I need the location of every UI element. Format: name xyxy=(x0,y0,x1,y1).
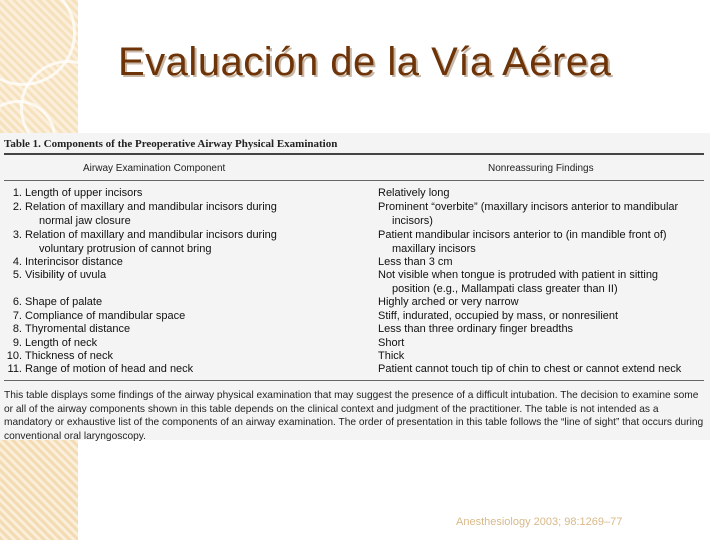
component-line: Length of upper incisors xyxy=(25,187,143,199)
component-line: voluntary protrusion of cannot bring xyxy=(39,242,212,255)
component-line: Shape of palate xyxy=(25,296,103,308)
finding-line: incisors) xyxy=(392,214,433,227)
finding-line: Short xyxy=(378,337,405,349)
row-finding xyxy=(378,337,708,351)
component-line: Relation of maxillary and mandibular incisors during xyxy=(25,201,277,213)
row-finding xyxy=(378,363,708,377)
row-number: 2. xyxy=(12,201,22,213)
row-finding xyxy=(378,229,708,256)
component-line: Relation of maxillary and mandibular incisors during xyxy=(25,229,277,241)
row-finding xyxy=(378,256,708,270)
row-finding xyxy=(378,323,708,337)
row-component xyxy=(25,350,345,364)
column-header-component: Airway Examination Component xyxy=(83,163,226,174)
component-line: Interincisor distance xyxy=(25,256,123,268)
column-header-findings: Nonreassuring Findings xyxy=(488,163,594,174)
finding-line: Patient mandibular incisors anterior to (in mandible front of) xyxy=(378,229,667,241)
row-finding xyxy=(378,296,708,310)
row-component xyxy=(25,201,345,228)
citation: Anesthesiology 2003; 98:1269–77 xyxy=(456,516,623,528)
table-top-rule xyxy=(4,153,704,155)
component-line: Thickness of neck xyxy=(25,350,114,362)
finding-line: Patient cannot touch tip of chin to chest or cannot extend neck xyxy=(378,363,682,375)
finding-line: Not visible when tongue is protruded with patient in sitting xyxy=(378,269,659,281)
row-number: 3. xyxy=(12,229,22,241)
table-footnote: This table displays some findings of the airway physical examination that may suggest the presence of a difficult intubation. The decision to examine some or all of the airway components shown in this table depends on the clinical context and judgment of the practitioner. The table is not intended as a mandatory or exhaustive list of the components of an airway examination. The order of presentation in this table follows the “line of sight” that occurs during conventional oral laryngoscopy. xyxy=(4,390,704,442)
row-number: 9. xyxy=(12,337,22,349)
row-component xyxy=(25,310,345,324)
finding-line: maxillary incisors xyxy=(392,242,476,255)
finding-line: Less than 3 cm xyxy=(378,256,453,268)
component-line: Visibility of uvula xyxy=(25,269,107,281)
row-finding xyxy=(378,269,708,296)
component-line: Compliance of mandibular space xyxy=(25,310,186,322)
row-finding xyxy=(378,350,708,364)
finding-line: position (e.g., Mallampati class greater than II) xyxy=(392,282,618,295)
row-component xyxy=(25,296,345,310)
finding-line: Prominent “overbite” (maxillary incisors anterior to mandibular xyxy=(378,201,679,213)
finding-line: Highly arched or very narrow xyxy=(378,296,519,308)
row-component xyxy=(25,256,345,270)
row-number: 5. xyxy=(12,269,22,281)
row-component xyxy=(25,269,345,283)
component-line: normal jaw closure xyxy=(39,214,131,227)
component-line: Range of motion of head and neck xyxy=(25,363,194,375)
header-rule xyxy=(4,180,704,181)
row-number: 10. xyxy=(6,350,22,362)
row-finding xyxy=(378,201,708,228)
row-number: 7. xyxy=(12,310,22,322)
row-component xyxy=(25,323,345,337)
row-number: 1. xyxy=(12,187,22,199)
row-component xyxy=(25,337,345,351)
finding-line: Stiff, indurated, occupied by mass, or nonresilient xyxy=(378,310,619,322)
finding-line: Relatively long xyxy=(378,187,450,199)
row-number: 11. xyxy=(7,363,22,375)
table-caption: Table 1. Components of the Preoperative Airway Physical Examination xyxy=(4,138,338,150)
slide-title: Evaluación de la Vía Aérea xyxy=(118,40,612,84)
row-component xyxy=(25,363,345,377)
row-number: 6. xyxy=(12,296,22,308)
row-finding xyxy=(378,310,708,324)
component-line: Thyromental distance xyxy=(25,323,131,335)
decorative-lower-pattern xyxy=(0,440,78,540)
row-component xyxy=(25,229,345,256)
component-line: Length of neck xyxy=(25,337,98,349)
row-finding xyxy=(378,187,708,201)
table-bottom-rule xyxy=(4,380,704,381)
finding-line: Thick xyxy=(378,350,405,362)
row-number: 4. xyxy=(12,256,22,268)
finding-line: Less than three ordinary finger breadths xyxy=(378,323,574,335)
row-component xyxy=(25,187,345,201)
row-number: 8. xyxy=(12,323,22,335)
